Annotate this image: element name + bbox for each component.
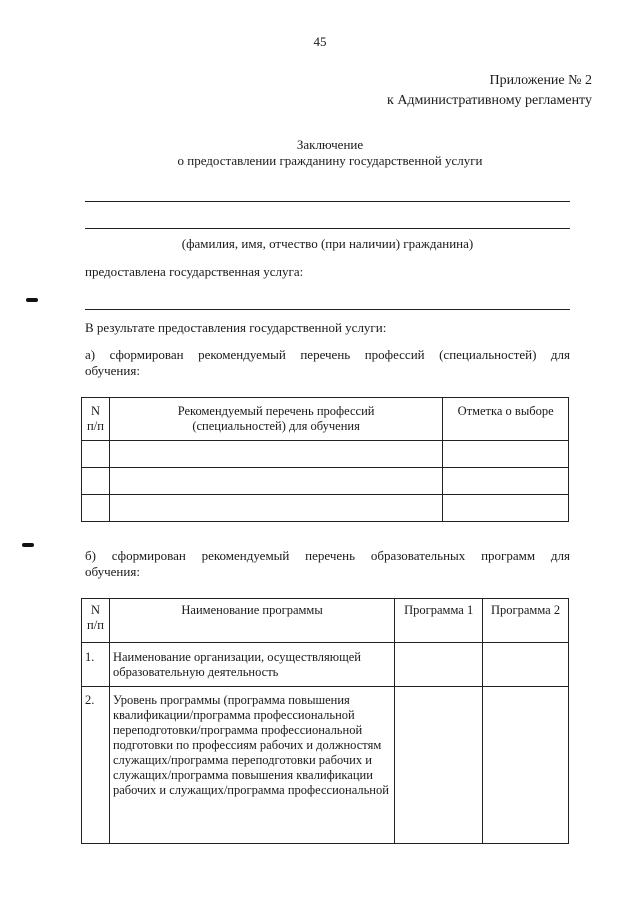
table-row	[82, 643, 569, 687]
name-caption: (фамилия, имя, отчество (при наличии) гражданина)	[181, 236, 474, 251]
service-line	[85, 309, 570, 310]
table-header-row	[82, 599, 569, 643]
row-num: 1.	[82, 643, 110, 687]
cell-profession	[109, 441, 442, 468]
row-description: Уровень программы (программа повышения квалификации/программа профессиональной переподготовки/программа профессиональной подготовки по профессиям рабочих и должностям служащих/программа переподготовки рабочих и служащих/программа повышения квалификации рабочих и служащих/программа профессиональной	[109, 687, 394, 844]
cell-program-2	[483, 643, 569, 687]
cell-choice	[443, 468, 569, 495]
appendix-number: Приложение № 2	[489, 73, 592, 88]
professions-table	[81, 397, 569, 522]
header-professions-line1: Рекомендуемый перечень профессий	[177, 404, 375, 418]
section-b-line2: обучения:	[85, 564, 140, 579]
cell-num	[82, 441, 110, 468]
cell-profession	[109, 495, 442, 522]
name-line-2	[85, 228, 570, 229]
row-num: 2.	[82, 687, 110, 844]
header-num: N п/п	[82, 398, 110, 441]
programs-table	[81, 598, 569, 844]
row-description: Наименование организации, осуществляющей образовательную деятельность	[109, 643, 394, 687]
cell-num	[82, 468, 110, 495]
punch-hole-mark	[26, 298, 38, 302]
table-row	[82, 468, 569, 495]
cell-program-1	[395, 643, 483, 687]
cell-num	[82, 495, 110, 522]
document-subtitle: о предоставлении гражданину государственной услуги	[177, 153, 483, 168]
section-a-line2: обучения:	[85, 363, 140, 378]
header-program-1: Программа 1	[395, 599, 483, 643]
document-title: Заключение	[296, 137, 364, 152]
header-program-2: Программа 2	[483, 599, 569, 643]
name-line-1	[85, 201, 570, 202]
table-row	[82, 687, 569, 844]
punch-hole-mark	[22, 543, 34, 547]
result-intro: В результате предоставления государственной услуги:	[85, 320, 387, 335]
header-professions	[109, 398, 442, 441]
header-choice: Отметка о выборе	[443, 398, 569, 441]
cell-program-2	[483, 687, 569, 844]
table-header-row	[82, 398, 569, 441]
page-number: 45	[313, 34, 327, 49]
section-a-line1: а) сформирован рекомендуемый перечень профессий (специальностей) для	[85, 347, 570, 362]
cell-choice	[443, 495, 569, 522]
header-num: N п/п	[82, 599, 110, 643]
header-program-name: Наименование программы	[109, 599, 394, 643]
table-row	[82, 495, 569, 522]
table-row	[82, 441, 569, 468]
cell-choice	[443, 441, 569, 468]
cell-profession	[109, 468, 442, 495]
section-b-line1: б) сформирован рекомендуемый перечень образовательных программ для	[85, 548, 570, 563]
appendix-reference: к Административному регламенту	[387, 93, 592, 108]
service-provided-label: предоставлена государственная услуга:	[85, 264, 304, 279]
header-professions-line2: (специальностей) для обучения	[192, 419, 360, 433]
cell-program-1	[395, 687, 483, 844]
